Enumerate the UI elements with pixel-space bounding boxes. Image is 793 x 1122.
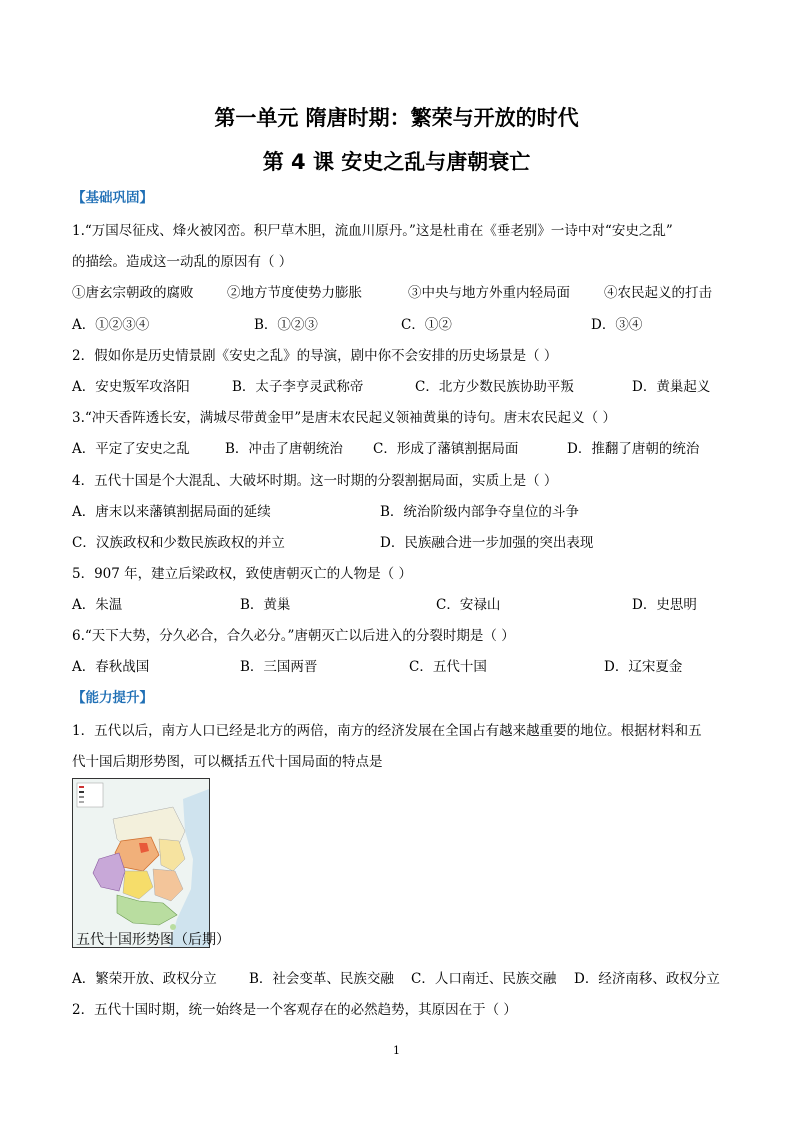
q4-stem: 4．五代十国是个大混乱、大破坏时期。这一时期的分裂割据局面，实质上是（ ） [72, 473, 558, 489]
q3-option-d: D．推翻了唐朝的统治 [567, 441, 700, 457]
q2-stem: 2．假如你是历史情景剧《安史之乱》的导演，剧中你不会安排的历史场景是（ ） [72, 348, 558, 364]
five-dynasties-map [72, 778, 210, 948]
q2-option-a: A．安史叛军攻洛阳 [72, 379, 190, 395]
q6-option-a: A．春秋战国 [72, 659, 150, 675]
q1-option-a: A．①②③④ [72, 317, 150, 333]
q6-option-c: C．五代十国 [409, 659, 487, 675]
q1-option-c: C．①② [401, 317, 452, 333]
page-number: 1 [393, 1044, 400, 1057]
q2-option-d: D．黄巢起义 [632, 379, 711, 395]
q4-option-a: A．唐末以来藩镇割据局面的延续 [72, 504, 271, 520]
q4-option-b: B．统治阶级内部争夺皇位的斗争 [380, 504, 579, 520]
q6-option-d: D．辽宋夏金 [604, 659, 683, 675]
q1-item-3: ③中央与地方外重内轻局面 [408, 285, 570, 301]
q3-option-c: C．形成了藩镇割据局面 [373, 441, 519, 457]
q1-option-b: B．①②③ [254, 317, 318, 333]
q3-option-b: B．冲击了唐朝统治 [225, 441, 343, 457]
q5-option-a: A．朱温 [72, 597, 123, 613]
q4-option-c: C．汉族政权和少数民族政权的并立 [72, 535, 285, 551]
q3-stem: 3.“冲天香阵透长安，满城尽带黄金甲”是唐末农民起义领袖黄巢的诗句。唐末农民起义（ ） [72, 410, 616, 426]
q6-stem: 6.“天下大势，分久必合，合久必分。”唐朝灭亡以后进入的分裂时期是（ ） [72, 628, 515, 644]
p1-stem-line1: 1．五代以后，南方人口已经是北方的两倍，南方的经济发展在全国占有越来越重要的地位。根据材料和五 [72, 723, 702, 739]
q1-item-1: ①唐玄宗朝政的腐败 [72, 285, 194, 301]
q5-option-b: B．黄巢 [240, 597, 291, 613]
section-heading-advanced: 【能力提升】 [72, 690, 153, 706]
q1-item-2: ②地方节度使势力膨胀 [227, 285, 362, 301]
q2-option-c: C．北方少数民族协助平叛 [415, 379, 574, 395]
q1-option-d: D．③④ [591, 317, 643, 333]
p1-option-a: A．繁荣开放、政权分立 [72, 971, 217, 987]
p1-option-c: C．人口南迁、民族交融 [411, 971, 557, 987]
page-title: 第一单元 隋唐时期：繁荣与开放的时代 [214, 106, 579, 130]
p1-option-d: D．经济南移、政权分立 [574, 971, 720, 987]
lesson-title: 第 4 课 安史之乱与唐朝衰亡 [262, 150, 531, 174]
q1-item-4: ④农民起义的打击 [604, 285, 712, 301]
q2-option-b: B．太子李亨灵武称帝 [232, 379, 364, 395]
q4-option-d: D．民族融合进一步加强的突出表现 [380, 535, 594, 551]
section-heading-basic: 【基础巩固】 [72, 190, 153, 206]
p1-stem-line2: 代十国后期形势图，可以概括五代十国局面的特点是 [72, 754, 383, 770]
q5-stem: 5．907 年，建立后梁政权，致使唐朝灭亡的人物是（ ） [72, 566, 412, 582]
p1-option-b: B．社会变革、民族交融 [249, 971, 394, 987]
map-caption: 五代十国形势图（后期） [76, 932, 230, 948]
q1-stem-line1: 1.“万国尽征戍、烽火被冈峦。积尸草木胆，流血川原丹。”这是杜甫在《垂老别》一诗中对“安史之乱” [72, 223, 673, 239]
q3-option-a: A．平定了安史之乱 [72, 441, 190, 457]
q1-stem-line2: 的描绘。造成这一动乱的原因有（ ） [72, 254, 293, 270]
q5-option-c: C．安禄山 [436, 597, 501, 613]
q6-option-b: B．三国两晋 [240, 659, 318, 675]
p2-stem: 2．五代十国时期，统一始终是一个客观存在的必然趋势，其原因在于（ ） [72, 1002, 517, 1018]
q5-option-d: D．史思明 [632, 597, 697, 613]
